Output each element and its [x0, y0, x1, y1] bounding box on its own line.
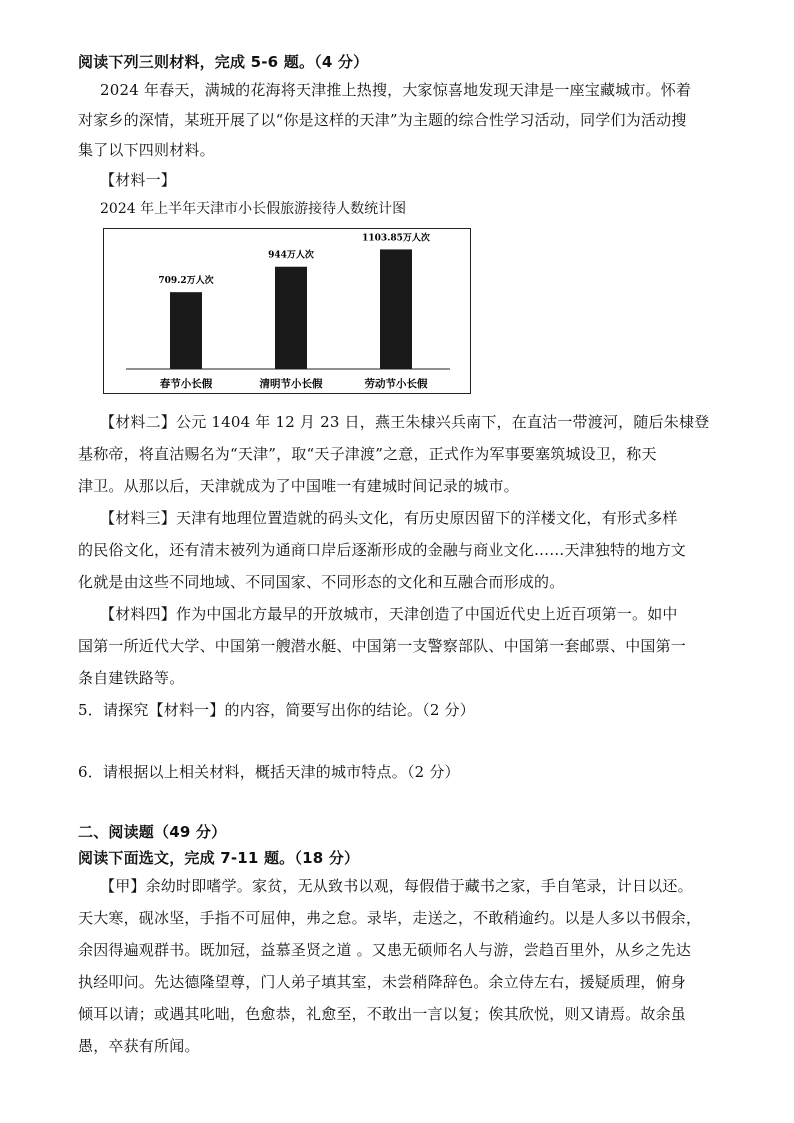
chart-category-label-3: 劳动节小长假: [364, 378, 428, 390]
material4-line-2: 国第一所近代大学、中国第一艘潜水艇、中国第一支警察部队、中国第一套邮票、中国第一: [78, 637, 687, 655]
passage-line-2: 天大寒，砚冰坚，手指不可屈伸，弗之怠。录毕，走送之，不敢稍逾约。以是人多以书假余，: [78, 909, 702, 927]
chart-value-label-1: 709.2万人次: [158, 276, 214, 287]
material3-line-3: 化就是由这些不同地域、不同国家、不同形态的文化和互融合而形成的。: [78, 573, 565, 591]
material3-line-1: 【材料三】天津有地理位置造就的码头文化，有历史原因留下的洋楼文化，有形式多样: [100, 509, 678, 527]
question-5: 5．请探究【材料一】的内容，简要写出你的结论。（2 分）: [78, 701, 475, 719]
passage-line-3: 余因得遍观群书。既加冠，益慕圣贤之道 。又患无硕师名人与游，尝趋百里外，从乡之先达: [78, 941, 691, 959]
intro-line-2: 对家乡的深情，某班开展了以“你是这样的天津”为主题的综合性学习活动，同学们为活动搜: [78, 111, 687, 129]
intro-line-3: 集了以下四则材料。: [78, 141, 215, 159]
material4-line-1: 【材料四】作为中国北方最早的开放城市，天津创造了中国近代史上近百项第一。如中: [100, 605, 678, 623]
passage-line-4: 执经叩问。先达德隆望尊，门人弟子填其室，未尝稍降辞色。余立侍左右，援疑质理，俯身: [78, 973, 687, 991]
bar-chart-svg: [104, 229, 472, 395]
chart-value-label-2: 944万人次: [268, 250, 314, 261]
intro-line-1: 2024 年春天，满城的花海将天津推上热搜，大家惊喜地发现天津是一座宝藏城市。怀着: [100, 81, 692, 99]
section2-subheading: 阅读下面选文，完成 7-11 题。（18 分）: [78, 849, 360, 867]
chart-bar-3: [380, 249, 412, 369]
passage-line-1: 【甲】余幼时即嗜学。家贫，无从致书以观，每假借于藏书之家，手自笔录，计日以还。: [100, 877, 693, 895]
chart-category-label-1: 春节小长假: [159, 378, 213, 390]
chart-bar-1: [170, 292, 202, 369]
chart-bar-2: [275, 267, 307, 369]
question-6: 6．请根据以上相关材料，概括天津的城市特点。（2 分）: [78, 763, 460, 781]
chart-value-label-3: 1103.85万人次: [362, 233, 430, 244]
chart-title: 2024 年上半年天津市小长假旅游接待人数统计图: [100, 201, 407, 217]
material3-line-2: 的民俗文化，还有清末被列为通商口岸后逐渐形成的金融与商业文化……天津独特的地方文: [78, 541, 687, 559]
section2-heading: 二、阅读题（49 分）: [78, 823, 227, 841]
material1-label: 【材料一】: [100, 171, 177, 189]
material2-line-2: 基称帝，将直沽赐名为“天津”，取“天子津渡”之意，正式作为军事要塞筑城设卫，称天: [78, 445, 657, 463]
material2-line-1: 【材料二】公元 1404 年 12 月 23 日，燕王朱棣兴兵南下，在直沽一带渡河，随后朱棣登: [100, 413, 710, 431]
chart-category-label-2: 清明节小长假: [259, 378, 323, 390]
passage-line-5: 倾耳以请；或遇其叱咄，色愈恭，礼愈至，不敢出一言以复；俟其欣悦，则又请焉。故余虽: [78, 1005, 687, 1023]
material4-line-3: 条自建铁路等。: [78, 669, 185, 687]
material2-line-3: 津卫。从那以后，天津就成为了中国唯一有建城时间记录的城市。: [78, 477, 519, 495]
intro-heading: 阅读下列三则材料，完成 5-6 题。（4 分）: [78, 53, 369, 71]
bar-chart: [103, 228, 471, 394]
passage-line-6: 愚，卒获有所闻。: [78, 1037, 200, 1055]
